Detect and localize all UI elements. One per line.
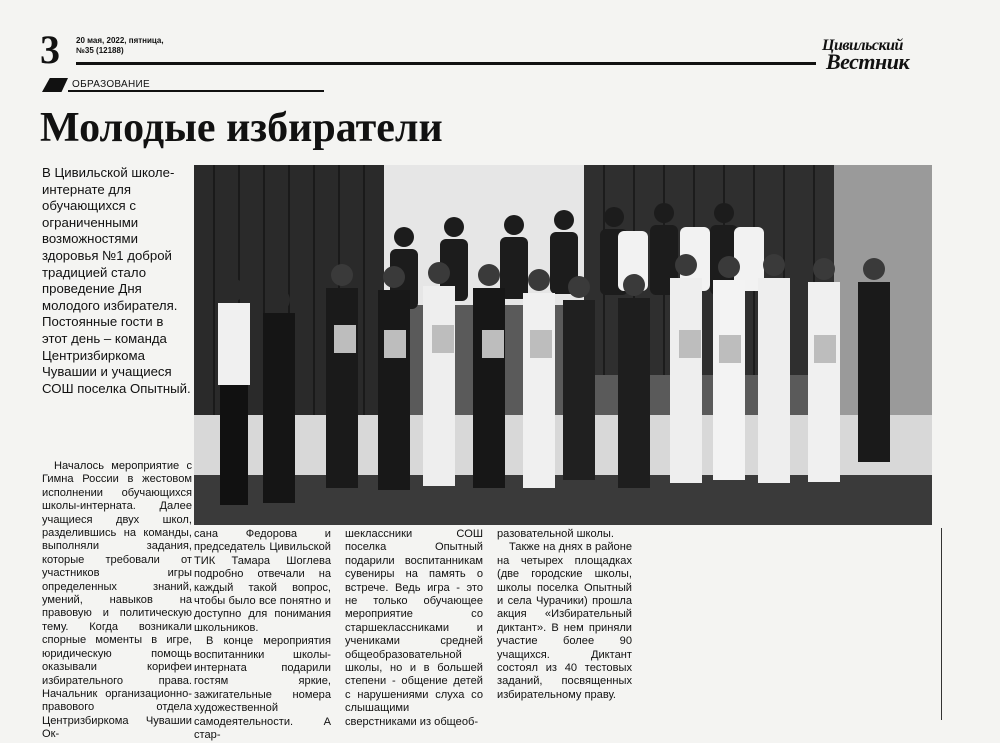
body-paragraph: Началось мероприятие с Гимна России в жестовом исполнении обучающихся школы-интерната. Далее учащиеся двух школ, разделившись на команды, выполняли задания, которые требовали от участников игры определенных знаний, умений, навыков на правовую и политическую тему. Когда возникали спорные моменты в игре, юридическую помощь оказывали корифеи избирательного права. Начальник организационно-правового отдела Центризбиркома Чувашии Ок- [42, 460, 192, 741]
body-paragraph: шеклассники СОШ поселка Опытный подарили воспитанникам сувениры на память о встрече. Ведь игра - это не только обучающее мероприятие со старшеклассниками и учениками средней общеобразовательной школы, но и в большей степени - общение детей с нарушениями слуха со слышащими сверстниками из общеоб- [345, 528, 483, 728]
article-headline: Молодые избиратели [40, 105, 443, 151]
issue-date: 20 мая, 2022, пятница, [76, 36, 164, 45]
article-column-1 [42, 460, 192, 742]
body-paragraph: сана Федорова и председатель Цивильской ТИК Тамара Шоглева подробно отвечали на каждый такой вопрос, чтобы было все понятно и доступно для понимания школьников. [194, 528, 331, 634]
page-number: 3 [40, 27, 60, 72]
lead-paragraph: В Цивильской школе-интернате для обучающихся с ограниченными возможностями здоровья №1 доброй традицией стало проведение Дня молодого избирателя. Постоянные гости в этот день – команда Центризбиркома Чувашии и учащиеся СОШ поселка Опытный. [42, 165, 191, 396]
header-rule [76, 62, 816, 65]
article-column-2 [194, 528, 331, 743]
section-rubric [42, 78, 324, 92]
masthead-bottom: Вестник [826, 49, 910, 74]
article-lead [42, 165, 192, 397]
article-column-4 [497, 528, 632, 702]
issue-info [76, 36, 164, 56]
group-photo-image [194, 165, 932, 525]
column-divider [941, 528, 942, 720]
rubric-marker-icon [42, 78, 68, 92]
body-paragraph: разовательной школы. [497, 528, 614, 540]
body-paragraph: В конце мероприятия воспитанники школы-интерната подарили гостям яркие, зажигательные номера художественной самодеятельности. А стар- [194, 635, 331, 742]
group-photo [194, 165, 932, 525]
body-paragraph: Также на днях в районе на четырех площадках (две городские школы, школы поселка Опытный и села Чурачики) прошла акция «Избирательный диктант». В нем приняли участие более 90 учащихся. Диктант состоял из 40 тестовых заданий, посвященных избирательному праву. [497, 541, 632, 701]
section-label: ОБРАЗОВАНИЕ [72, 79, 150, 90]
newspaper-masthead [822, 37, 942, 74]
issue-number: №35 (12188) [76, 46, 124, 55]
article-column-3 [345, 528, 483, 729]
masthead-top: Цивильский [822, 37, 903, 54]
